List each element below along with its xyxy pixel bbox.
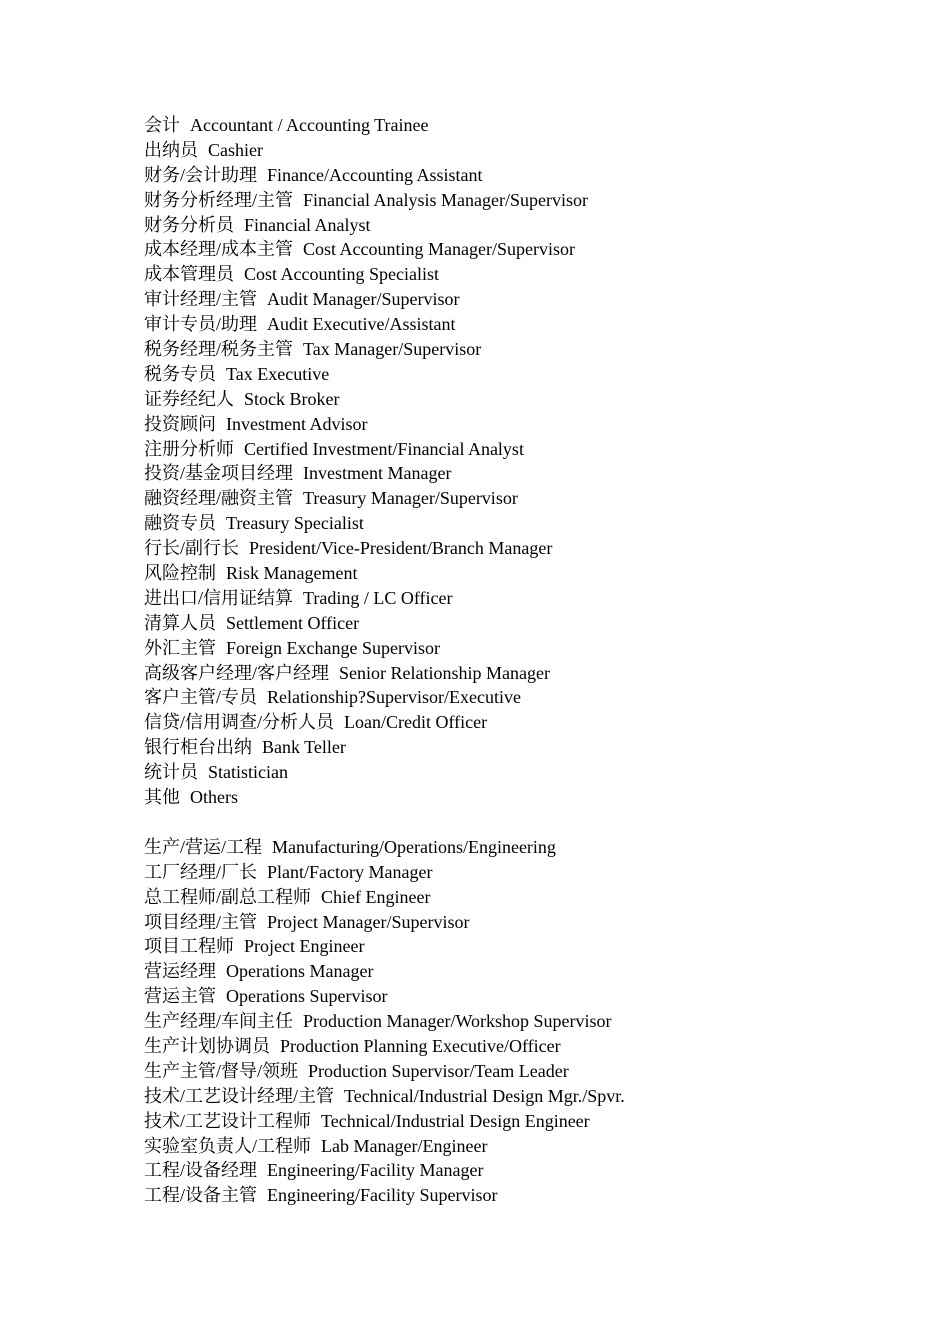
chinese-title: 税务专员 — [144, 363, 216, 384]
chinese-title: 行长/副行长 — [144, 538, 240, 559]
english-title: Senior Relationship Manager — [339, 662, 550, 683]
section-spacer — [144, 810, 904, 835]
chinese-title: 出纳员 — [144, 139, 198, 160]
english-title: Engineering/Facility Supervisor — [267, 1185, 498, 1206]
list-item — [144, 984, 904, 1009]
list-item — [144, 636, 904, 661]
chinese-title: 成本管理员 — [144, 264, 234, 285]
manufacturing-section — [144, 835, 904, 1208]
list-item — [144, 1034, 904, 1059]
chinese-title: 项目工程师 — [144, 936, 234, 957]
chinese-title: 财务/会计助理 — [144, 164, 258, 185]
list-item — [144, 461, 904, 486]
finance-section — [144, 113, 904, 810]
chinese-title: 审计经理/主管 — [144, 289, 258, 310]
chinese-title: 税务经理/税务主管 — [144, 339, 294, 360]
english-title: Plant/Factory Manager — [267, 861, 433, 882]
list-item — [144, 213, 904, 238]
list-item — [144, 337, 904, 362]
english-title: Operations Supervisor — [226, 986, 388, 1007]
list-item — [144, 362, 904, 387]
chinese-title: 总工程师/副总工程师 — [144, 886, 312, 907]
list-item — [144, 561, 904, 586]
chinese-title: 会计 — [144, 115, 180, 135]
chinese-title: 客户主管/专员 — [144, 687, 258, 708]
english-title: Treasury Manager/Supervisor — [303, 488, 518, 509]
list-item — [144, 138, 904, 163]
chinese-title: 注册分析师 — [144, 438, 234, 459]
english-title: Risk Management — [226, 563, 358, 584]
chinese-title: 生产计划协调员 — [144, 1035, 270, 1056]
english-title: Tax Manager/Supervisor — [303, 339, 482, 360]
english-title: Manufacturing/Operations/Engineering — [272, 836, 556, 857]
list-item — [144, 262, 904, 287]
english-title: Technical/Industrial Design Engineer — [321, 1110, 590, 1131]
list-item — [144, 885, 904, 910]
chinese-title: 财务分析经理/主管 — [144, 189, 294, 210]
list-item — [144, 1134, 904, 1159]
english-title: Financial Analysis Manager/Supervisor — [303, 189, 588, 210]
chinese-title: 清算人员 — [144, 612, 216, 633]
list-item — [144, 934, 904, 959]
list-item — [144, 387, 904, 412]
chinese-title: 其他 — [144, 787, 180, 808]
english-title: Production Planning Executive/Officer — [280, 1035, 561, 1056]
list-item — [144, 486, 904, 511]
english-title: Cost Accounting Specialist — [244, 264, 439, 285]
list-item — [144, 710, 904, 735]
english-title: Certified Investment/Financial Analyst — [244, 438, 524, 459]
list-item — [144, 1158, 904, 1183]
list-item — [144, 237, 904, 262]
chinese-title: 证券经纪人 — [144, 388, 234, 409]
chinese-title: 融资专员 — [144, 513, 216, 534]
english-title: Loan/Credit Officer — [344, 712, 488, 733]
chinese-title: 生产经理/车间主任 — [144, 1011, 294, 1032]
english-title: Project Engineer — [244, 936, 365, 957]
list-item — [144, 910, 904, 935]
chinese-title: 投资/基金项目经理 — [144, 463, 294, 484]
chinese-title: 审计专员/助理 — [144, 314, 258, 335]
list-item — [144, 113, 904, 138]
english-title: Project Manager/Supervisor — [267, 911, 470, 932]
chinese-title: 工程/设备主管 — [144, 1185, 258, 1206]
chinese-title: 成本经理/成本主管 — [144, 239, 294, 260]
chinese-title: 银行柜台出纳 — [144, 737, 252, 758]
list-item — [144, 835, 904, 860]
list-item — [144, 312, 904, 337]
chinese-title: 生产/营运/工程 — [144, 836, 263, 857]
chinese-title: 技术/工艺设计经理/主管 — [144, 1085, 335, 1106]
english-title: Foreign Exchange Supervisor — [226, 637, 440, 658]
english-title: Engineering/Facility Manager — [267, 1160, 484, 1181]
list-item — [144, 1084, 904, 1109]
english-title: Trading / LC Officer — [303, 587, 453, 608]
list-item — [144, 860, 904, 885]
english-title: Tax Executive — [226, 363, 330, 384]
list-item — [144, 437, 904, 462]
list-item — [144, 785, 904, 810]
english-title: Lab Manager/Engineer — [321, 1135, 488, 1156]
list-item — [144, 586, 904, 611]
list-item — [144, 611, 904, 636]
english-title: Finance/Accounting Assistant — [267, 164, 483, 185]
chinese-title: 技术/工艺设计工程师 — [144, 1110, 312, 1131]
english-title: Chief Engineer — [321, 886, 431, 907]
list-item — [144, 287, 904, 312]
list-item — [144, 1183, 904, 1208]
job-title-list — [144, 113, 904, 1208]
english-title: Financial Analyst — [244, 214, 371, 235]
chinese-title: 生产主管/督导/领班 — [144, 1060, 299, 1081]
list-item — [144, 661, 904, 686]
list-item — [144, 959, 904, 984]
chinese-title: 风险控制 — [144, 563, 216, 584]
chinese-title: 营运经理 — [144, 961, 216, 982]
chinese-title: 实验室负责人/工程师 — [144, 1135, 312, 1156]
chinese-title: 外汇主管 — [144, 637, 216, 658]
list-item — [144, 412, 904, 437]
chinese-title: 信贷/信用调查/分析人员 — [144, 712, 335, 733]
list-item — [144, 735, 904, 760]
chinese-title: 投资顾问 — [144, 413, 216, 434]
chinese-title: 工程/设备经理 — [144, 1160, 258, 1181]
english-title: Investment Advisor — [226, 413, 368, 434]
english-title: Relationship?Supervisor/Executive — [267, 687, 521, 708]
chinese-title: 财务分析员 — [144, 214, 234, 235]
english-title: Cashier — [208, 139, 263, 160]
chinese-title: 高级客户经理/客户经理 — [144, 662, 329, 683]
list-item — [144, 536, 904, 561]
list-item — [144, 1009, 904, 1034]
list-item — [144, 1059, 904, 1084]
english-title: Audit Executive/Assistant — [267, 314, 456, 335]
chinese-title: 统计员 — [144, 762, 198, 783]
english-title: President/Vice-President/Branch Manager — [249, 538, 553, 559]
chinese-title: 项目经理/主管 — [144, 911, 258, 932]
chinese-title: 工厂经理/厂长 — [144, 861, 258, 882]
english-title: Stock Broker — [244, 388, 340, 409]
list-item — [144, 1109, 904, 1134]
list-item — [144, 760, 904, 785]
english-title: Cost Accounting Manager/Supervisor — [303, 239, 575, 260]
english-title: Settlement Officer — [226, 612, 360, 633]
english-title: Technical/Industrial Design Mgr./Spvr. — [344, 1085, 625, 1106]
english-title: Accountant / Accounting Trainee — [190, 115, 429, 135]
english-title: Others — [190, 787, 238, 808]
english-title: Operations Manager — [226, 961, 374, 982]
list-item — [144, 188, 904, 213]
english-title: Audit Manager/Supervisor — [267, 289, 460, 310]
english-title: Statistician — [208, 762, 288, 783]
list-item — [144, 511, 904, 536]
chinese-title: 营运主管 — [144, 986, 216, 1007]
english-title: Treasury Specialist — [226, 513, 364, 534]
english-title: Production Supervisor/Team Leader — [308, 1060, 569, 1081]
chinese-title: 进出口/信用证结算 — [144, 587, 294, 608]
english-title: Bank Teller — [262, 737, 346, 758]
english-title: Investment Manager — [303, 463, 452, 484]
list-item — [144, 685, 904, 710]
list-item — [144, 163, 904, 188]
chinese-title: 融资经理/融资主管 — [144, 488, 294, 509]
english-title: Production Manager/Workshop Supervisor — [303, 1011, 612, 1032]
